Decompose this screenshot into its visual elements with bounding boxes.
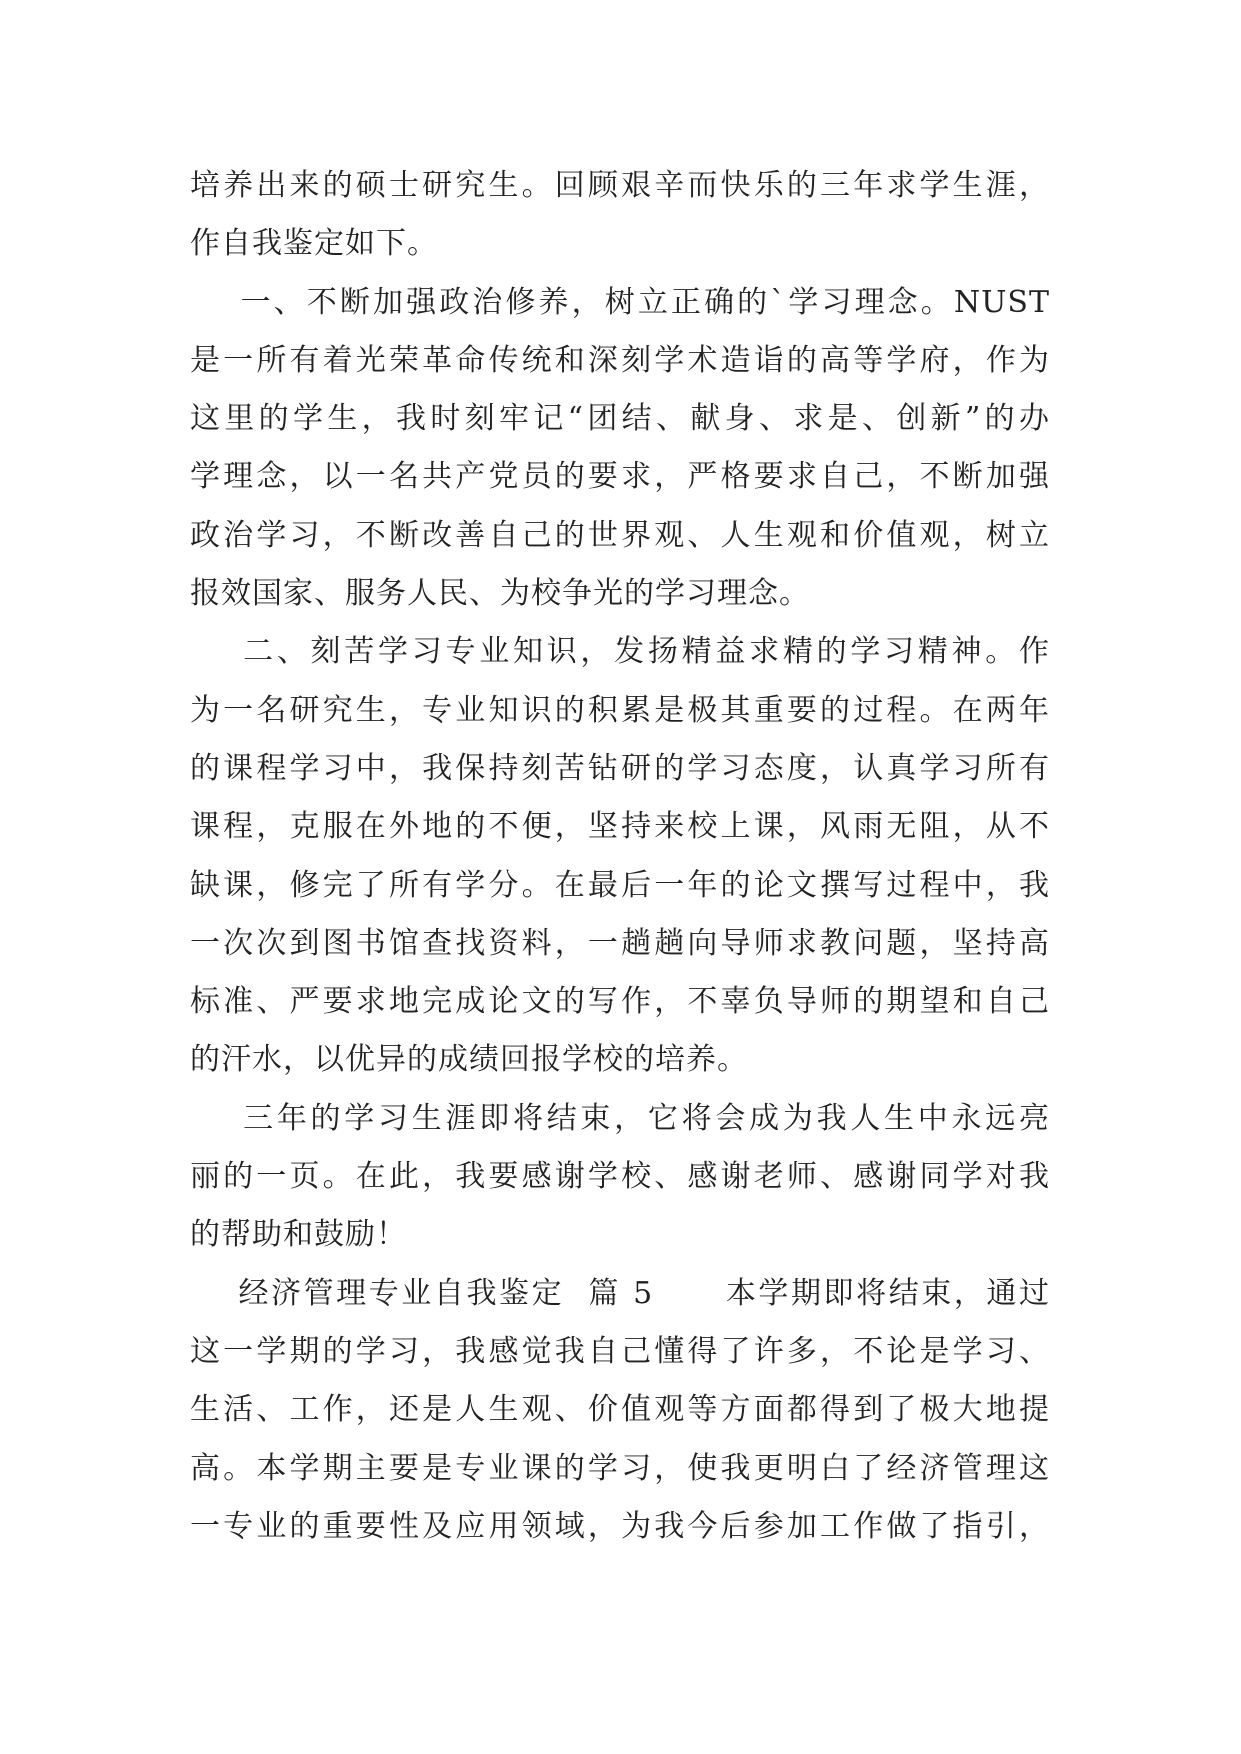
text-line: 高。本学期主要是专业课的学习，使我更明白了经济管理这 [190, 1450, 1050, 1486]
text-line: 一专业的重要性及应用领域，为我今后参加工作做了指引， [190, 1508, 1050, 1544]
text-line: 三年的学习生涯即将结束，它将会成为我人生中永远亮 [190, 1100, 1050, 1136]
text-line: 的课程学习中，我保持刻苦钻研的学习态度，认真学习所有 [190, 750, 1050, 786]
text-line: 课程，克服在外地的不便，坚持来校上课，风雨无阻，从不 [190, 809, 1050, 845]
text-line: 的汗水，以优异的成绩回报学校的培养。 [190, 1042, 748, 1078]
text-line: 的帮助和鼓励！ [190, 1217, 407, 1253]
text-line: 一次次到图书馆查找资料，一趟趟向导师求教问题，坚持高 [190, 925, 1050, 961]
text-line: 生活、工作，还是人生观、价值观等方面都得到了极大地提 [190, 1392, 1050, 1428]
text-line: 是一所有着光荣革命传统和深刻学术造诣的高等学府，作为 [190, 342, 1050, 378]
text-line: 这里的学生，我时刻牢记“团结、献身、求是、创新”的办 [190, 401, 1050, 437]
text-line: 政治学习，不断改善自己的世界观、人生观和价值观，树立 [190, 517, 1050, 553]
text-line: 缺课，修完了所有学分。在最后一年的论文撰写过程中，我 [190, 867, 1050, 903]
text-line: 学理念，以一名共产党员的要求，严格要求自己，不断加强 [190, 459, 1050, 495]
text-line: 为一名研究生，专业知识的积累是极其重要的过程。在两年 [190, 692, 1050, 728]
text-line: 经济管理专业自我鉴定 篇 5 本学期即将结束，通过 [190, 1275, 1050, 1311]
text-line: 标准、严要求地完成论文的写作，不辜负导师的期望和自己 [190, 984, 1050, 1020]
text-line: 丽的一页。在此，我要感谢学校、感谢老师、感谢同学对我 [190, 1159, 1050, 1195]
text-line: 报效国家、服务人民、为校争光的学习理念。 [190, 576, 810, 612]
text-line: 培养出来的硕士研究生。回顾艰辛而快乐的三年求学生涯， [190, 168, 1050, 203]
text-line: 作自我鉴定如下。 [190, 226, 438, 262]
text-line: 这一学期的学习，我感觉我自己懂得了许多，不论是学习、 [190, 1333, 1050, 1369]
text-line: 二、刻苦学习专业知识，发扬精益求精的学习精神。作 [190, 634, 1050, 670]
text-line: 一、不断加强政治修养，树立正确的`学习理念。NUST [190, 284, 1050, 320]
document-body [190, 157, 1050, 1556]
